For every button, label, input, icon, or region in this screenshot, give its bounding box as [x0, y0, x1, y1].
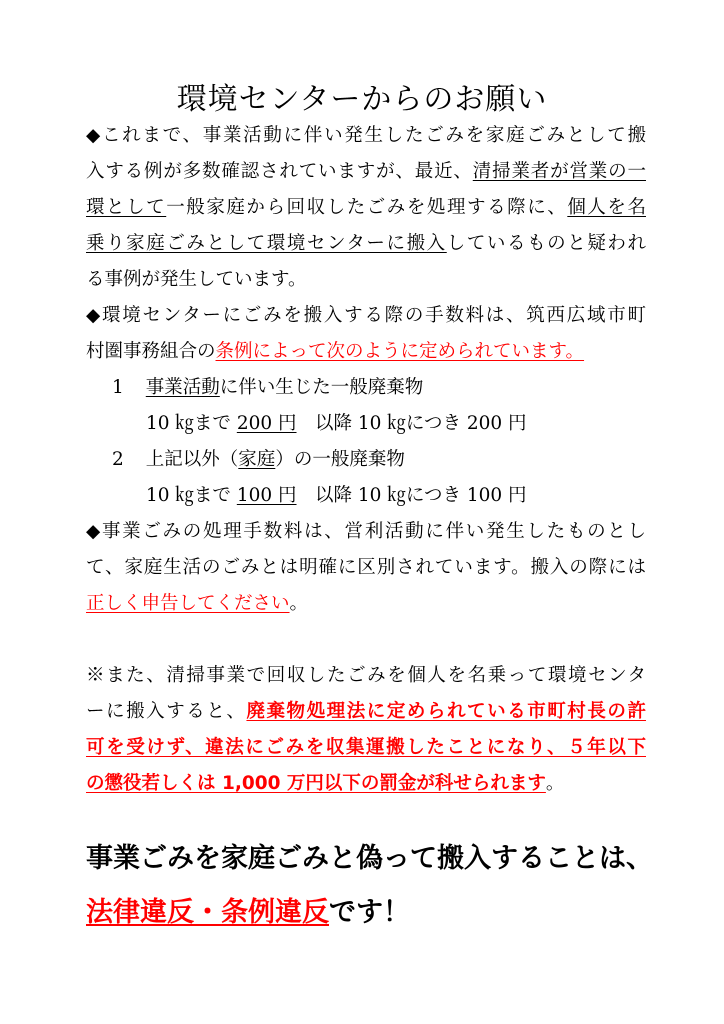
closing-text-1: 事業ごみを家庭ごみと偽って搬入することは、: [86, 843, 653, 874]
fee-item-1-rate-b: 200 円: [236, 413, 297, 434]
p4-red-bold-2b: 廃棄物処理法に定められている市町村長の許: [246, 701, 646, 722]
p3-text-3b: 。: [289, 593, 309, 614]
p1-underline-3c: 個人を名: [567, 197, 646, 218]
p2-text-1: ◆環境センターにごみを搬入する際の手数料は、筑西広域市町: [86, 305, 646, 326]
fee-item-1-business: 事業活動: [145, 377, 220, 398]
fee-item-1-rate-a: 10 ㎏まで: [146, 413, 237, 434]
fee-item-2-rate-a: 10 ㎏まで: [146, 485, 237, 506]
p2-text-2a: 村圏事務組合の: [86, 341, 216, 362]
p2-red-underline-2b: 条例によって次のように定められています。: [215, 341, 585, 362]
fee-item-2-rate-b: 100 円: [236, 485, 297, 506]
p1-line-3: [86, 196, 646, 220]
fee-item-2-rate: [146, 484, 616, 508]
p3-line-1: [86, 520, 646, 544]
p4-line-3: [86, 736, 646, 760]
closing-text-2b: です！: [329, 897, 410, 928]
p3-red-underline-3a: 正しく申告してください: [86, 593, 290, 614]
p4-line-4: [86, 772, 646, 796]
fee-item-2-label-a: 上記以外（: [145, 449, 239, 470]
p3-line-3: [86, 592, 646, 616]
p2-line-2: [86, 340, 646, 364]
p4-red-bold-3: 可を受けず、違法にごみを収集運搬したことになり、５年以下: [86, 737, 646, 758]
p1-line-5: [86, 268, 646, 292]
p4-text-4b: 。: [545, 773, 565, 794]
p4-red-bold-4a: の懲役若しくは 1,000 万円以下の罰金が科せられます: [86, 773, 546, 794]
fee-item-1-rate: [146, 412, 616, 436]
p1-text-4b: しているものと疑われ: [446, 233, 646, 254]
closing-line-2: [86, 896, 410, 930]
fee-item-2-rate-c: 以降 10 ㎏につき 100 円: [296, 485, 527, 506]
p1-text-3b: 一般家庭から回収したごみを処理する際に、: [166, 197, 568, 218]
p1-text-1: ◆これまで、事業活動に伴い発生したごみを家庭ごみとして搬: [86, 125, 646, 146]
fee-item-1: [112, 376, 612, 400]
closing-red-violation: 法律違反・条例違反: [86, 897, 329, 928]
p1-underline-2b: 清掃業者が営業の一: [472, 161, 646, 182]
p1-text-5: る事例が発生しています。: [86, 269, 307, 290]
p1-line-4: [86, 232, 646, 256]
p1-line-2: [86, 160, 646, 184]
p1-underline-3a: 環として: [86, 197, 167, 218]
closing-line-1: [86, 842, 653, 876]
p4-line-1: [86, 664, 646, 688]
p1-underline-4a: 乗り家庭ごみとして環境センターに搬入: [86, 233, 447, 254]
fee-item-1-number: 1: [112, 377, 124, 398]
p4-text-2a: ーに搬入すると、: [86, 701, 247, 722]
p3-text-1: ◆事業ごみの処理手数料は、営利活動に伴い発生したものとし: [86, 521, 646, 542]
page-title: 環境センターからのお願い: [176, 82, 548, 117]
p2-line-1: [86, 304, 646, 328]
fee-item-2: [112, 448, 612, 472]
fee-item-1-rate-c: 以降 10 ㎏につき 200 円: [296, 413, 527, 434]
fee-item-2-household: 家庭: [238, 449, 276, 470]
fee-item-2-number: 2: [112, 449, 124, 470]
p4-text-1: ※また、清掃事業で回収したごみを個人を名乗って環境センタ: [86, 665, 646, 686]
fee-item-1-label: に伴い生じた一般廃棄物: [219, 377, 424, 398]
p1-text-2a: 入する例が多数確認されていますが、最近、: [86, 161, 473, 182]
p4-line-2: [86, 700, 646, 724]
p3-line-2: [86, 556, 646, 580]
fee-item-2-label-c: ）の一般廃棄物: [275, 449, 405, 470]
p1-line-1: [86, 124, 646, 148]
p3-text-2: て、家庭生活のごみとは明確に区別されています。搬入の際には: [86, 557, 646, 578]
